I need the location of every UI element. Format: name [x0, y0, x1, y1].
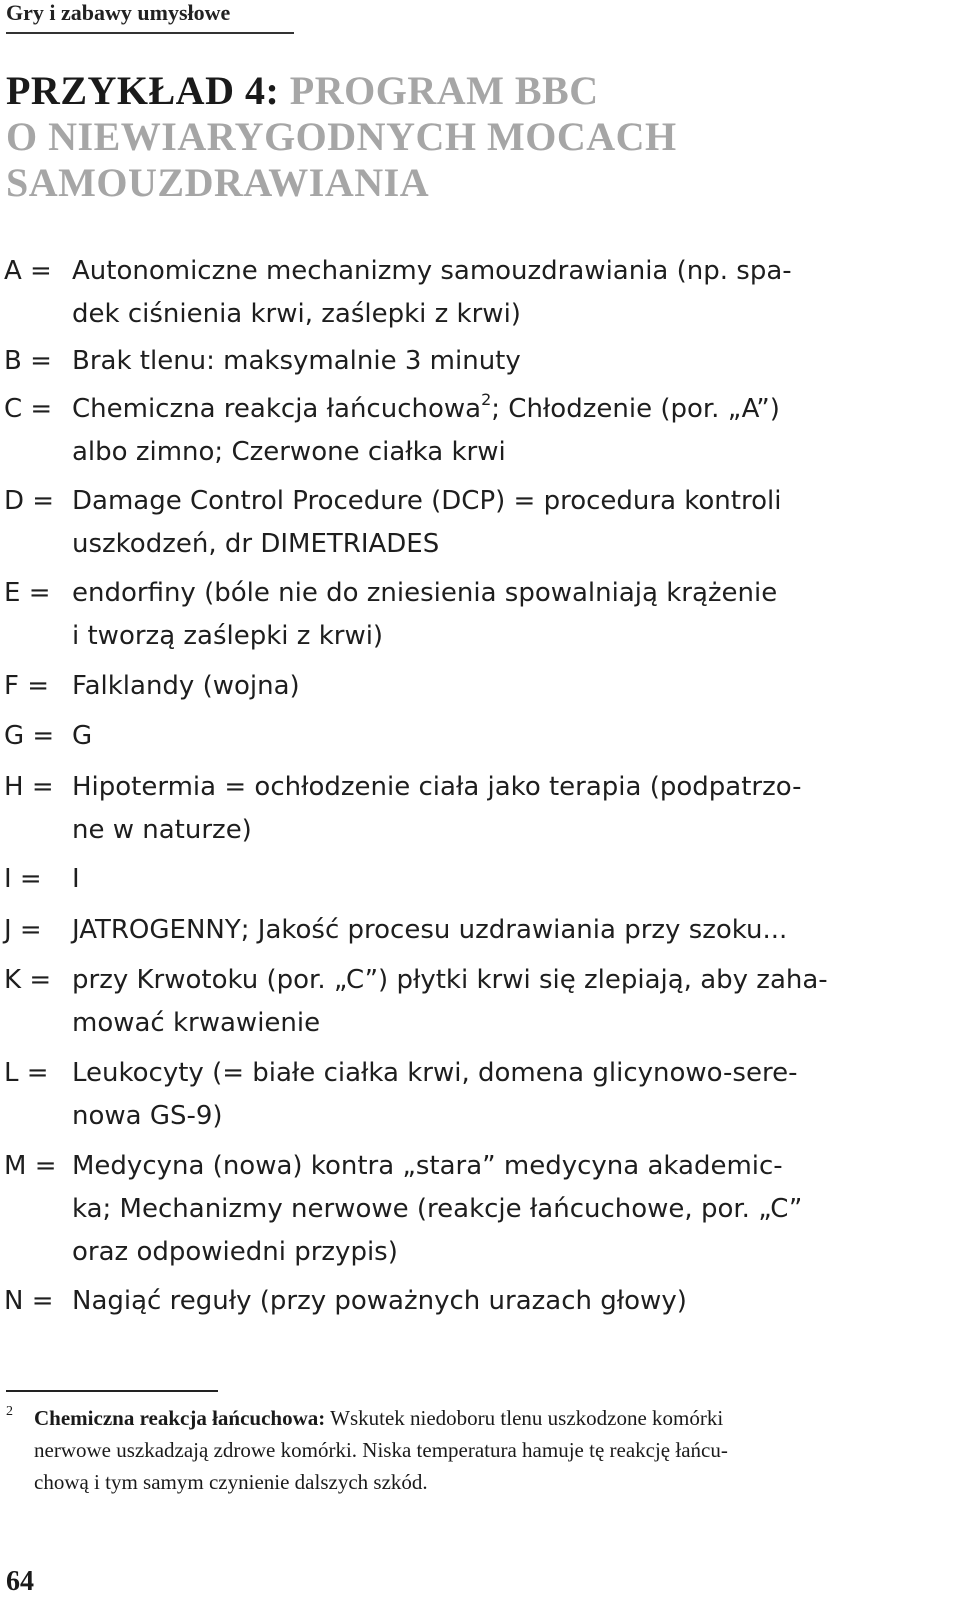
title-line1-rest: PROGRAM BBC	[289, 68, 599, 113]
entry-key: E =	[4, 578, 51, 608]
footnote-line	[34, 1402, 940, 1434]
entry-text	[72, 959, 960, 1045]
entry-key: N =	[4, 1286, 54, 1316]
entry-line: Damage Control Procedure (DCP) = procedura kontroli	[72, 486, 782, 516]
footnote-mark: 2	[6, 1404, 13, 1419]
entry-text	[72, 766, 960, 852]
entry-text	[72, 1280, 960, 1323]
page-number: 64	[6, 1566, 34, 1597]
footnote-reference: 2	[481, 390, 492, 409]
page-title	[6, 68, 946, 206]
title-prefix: PRZYKŁAD 4:	[6, 68, 280, 113]
entry-text	[72, 858, 960, 901]
entry-line-part: Chemiczna reakcja łańcuchowa	[72, 394, 482, 424]
entry-key: I =	[4, 864, 42, 894]
entry-line: ne w naturze)	[72, 815, 252, 845]
entry-key: A =	[4, 256, 52, 286]
entry-line: ka; Mechanizmy nerwowe (reakcje łańcuchowe, por. „C”	[72, 1194, 803, 1224]
entry-key: D =	[4, 486, 55, 516]
entry-text	[72, 1052, 960, 1138]
entry-line: Medycyna (nowa) kontra „stara” medycyna akademic-	[72, 1151, 783, 1181]
entry-line: Hipotermia = ochłodzenie ciała jako terapia (podpatrzo-	[72, 772, 802, 802]
entry-line: mować krwawienie	[72, 1008, 321, 1038]
entry-line: Brak tlenu: maksymalnie 3 minuty	[72, 346, 521, 376]
entry-line-part: ; Chłodzenie (por. „A”)	[491, 394, 780, 424]
entry-line: nowa GS-9)	[72, 1101, 223, 1131]
entry-key: M =	[4, 1151, 57, 1181]
footnote-term: Chemiczna reakcja łańcuchowa:	[34, 1406, 326, 1430]
entry-key: L =	[4, 1058, 49, 1088]
entry-key: B =	[4, 346, 52, 376]
entry-line: uszkodzeń, dr DIMETRIADES	[72, 529, 440, 559]
title-line-1	[6, 68, 946, 114]
entry-line: Nagiąć reguły (przy poważnych urazach głowy)	[72, 1286, 687, 1316]
entry-line: albo zimno; Czerwone ciałka krwi	[72, 437, 506, 467]
entry-text	[72, 340, 960, 383]
title-line-3: SAMOUZDRAWIANIA	[6, 160, 430, 205]
header-rule	[6, 32, 294, 34]
entry-text	[72, 388, 960, 474]
entry-text	[72, 250, 960, 336]
footnote-line-part: Wskutek niedoboru tlenu uszkodzone komórki	[325, 1406, 724, 1430]
footnote-line: nerwowe uszkadzają zdrowe komórki. Niska temperatura hamuje tę reakcję łańcu-	[34, 1438, 728, 1462]
entry-text	[72, 715, 960, 758]
entry-key: K =	[4, 965, 52, 995]
entry-line: dek ciśnienia krwi, zaślepki z krwi)	[72, 299, 521, 329]
footnote-rule	[6, 1390, 218, 1392]
entry-text	[72, 665, 960, 708]
entry-line: oraz odpowiedni przypis)	[72, 1237, 398, 1267]
entry-key: G =	[4, 721, 55, 751]
entry-text	[72, 1145, 960, 1274]
entry-line: JATROGENNY; Jakość procesu uzdrawiania przy szoku...	[72, 915, 788, 945]
entry-line: I	[72, 864, 80, 894]
entry-key: H =	[4, 772, 54, 802]
footnote-line: chową i tym samym czynienie dalszych szkód.	[34, 1470, 428, 1494]
entry-text	[72, 480, 960, 566]
entry-line: endorfiny (bóle nie do zniesienia spowalniają krążenie	[72, 578, 778, 608]
entry-line: Falklandy (wojna)	[72, 671, 300, 701]
entry-line: Leukocyty (= białe ciałka krwi, domena glicynowo-sere-	[72, 1058, 798, 1088]
entry-line: G	[72, 721, 93, 751]
entry-key: J =	[4, 915, 42, 945]
footnote-body	[34, 1402, 940, 1498]
running-header: Gry i zabawy umysłowe	[6, 0, 231, 25]
title-line-2: O NIEWIARYGODNYCH MOCACH	[6, 114, 677, 159]
entry-line	[72, 388, 960, 431]
entry-key: F =	[4, 671, 50, 701]
entry-line: Autonomiczne mechanizmy samouzdrawiania (np. spa-	[72, 256, 792, 286]
entry-text	[72, 909, 960, 952]
entry-key: C =	[4, 394, 53, 424]
entry-line: przy Krwotoku (por. „C”) płytki krwi się zlepiają, aby zaha-	[72, 965, 828, 995]
entry-line: i tworzą zaślepki z krwi)	[72, 621, 384, 651]
entry-text	[72, 572, 960, 658]
